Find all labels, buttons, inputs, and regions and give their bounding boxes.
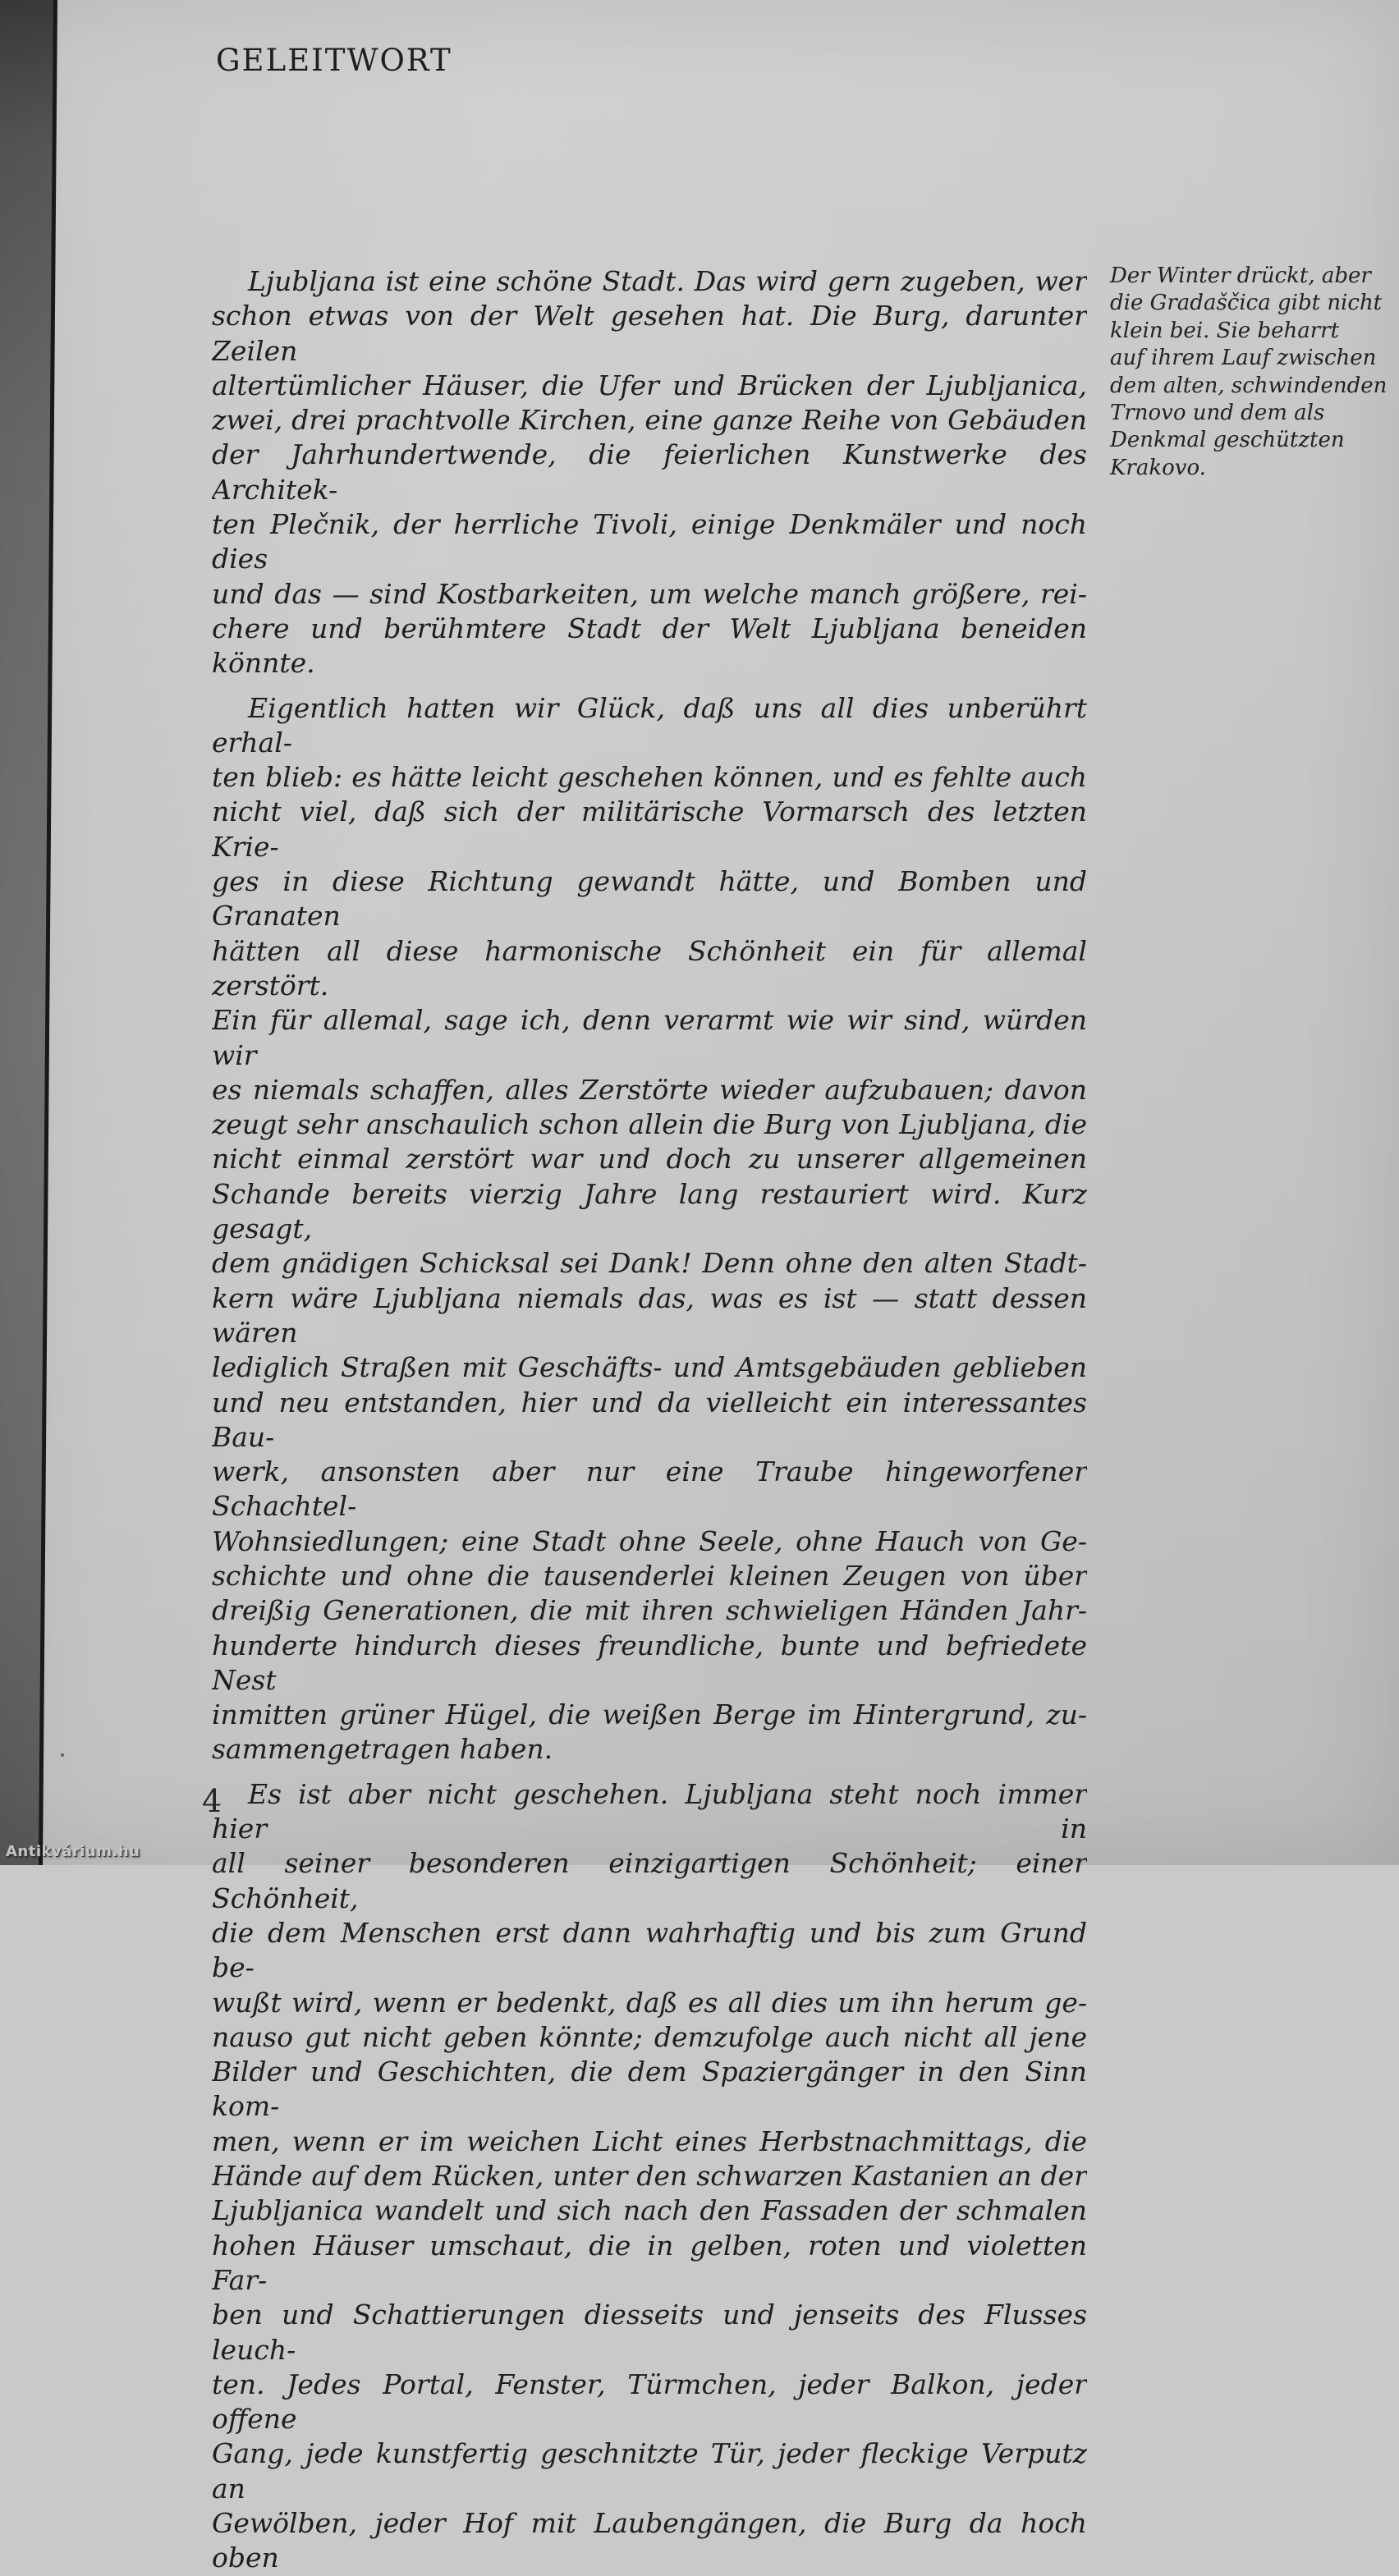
text-line: sammengetragen haben. (212, 1733, 553, 1766)
body-text (212, 264, 1087, 2576)
text-line: men, wenn er im weichen Licht eines Herbstnachmittags, die (212, 2125, 1087, 2157)
text-line: der Jahrhundertwende, die feierlichen Kunstwerke des Architek- (212, 438, 1087, 506)
text-line: hohen Häuser umschaut, die in gelben, roten und violetten Far- (212, 2229, 1087, 2296)
text-line: ten blieb: es hätte leicht geschehen können, und es fehlte auch (212, 761, 1087, 794)
text-line: nicht einmal zerstört war und doch zu unserer allgemeinen (212, 1143, 1087, 1176)
text-line: wußt wird, wenn er bedenkt, daß es all dies um ihn herum ge- (212, 1986, 1087, 2019)
text-line: Wohnsiedlungen; eine Stadt ohne Seele, ohne Hauch von Ge- (212, 1524, 1087, 1557)
margin-note-line: Der Winter drückt, aber (1110, 264, 1371, 288)
text-line: Ein für allemal, sage ich, denn verarmt wie wir sind, würden wir (212, 1004, 1087, 1071)
margin-note-line: Krakovo. (1110, 455, 1206, 480)
text-line: und das — sind Kostbarkeiten, um welche manch größere, rei- (212, 577, 1087, 610)
margin-note-line: klein bei. Sie beharrt (1110, 318, 1340, 343)
text-line: hunderte hindurch dieses freundliche, bunte und befriedete Nest (212, 1629, 1087, 1696)
margin-note-line: Denkmal geschützten (1110, 428, 1345, 453)
text-line: schichte und ohne die tausenderlei kleinen Zeugen von über (212, 1559, 1087, 1592)
text-line: nauso gut nicht geben könnte; demzufolge auch nicht all jene (212, 2020, 1087, 2053)
text-line: werk, ansonsten aber nur eine Traube hingeworfener Schachtel- (212, 1455, 1087, 1523)
text-line: dreißig Generationen, die mit ihren schwieligen Händen Jahr- (212, 1594, 1087, 1627)
text-line: nicht viel, daß sich der militärische Vormarsch des letzten Krie- (212, 795, 1087, 863)
page-number: 4 (202, 1783, 222, 1819)
text-line: Gang, jede kunstfertig geschnitzte Tür, jeder fleckige Verputz an (212, 2437, 1087, 2505)
margin-note-line: die Gradaščica gibt nicht (1110, 291, 1383, 316)
text-line: die dem Menschen erst dann wahrhaftig und bis zum Grund be- (212, 1916, 1087, 1984)
text-line: inmitten grüner Hügel, die weißen Berge im Hintergrund, zu- (212, 1698, 1087, 1731)
text-line: Eigentlich hatten wir Glück, daß uns all dies unberührt erhal- (212, 691, 1087, 759)
text-line: kern wäre Ljubljana niemals das, was es ist — statt dessen wären (212, 1281, 1087, 1349)
text-line: dem gnädigen Schicksal sei Dank! Denn ohne den alten Stadt- (212, 1247, 1087, 1280)
text-line: ten Plečnik, der herrliche Tivoli, einige Denkmäler und noch dies (212, 508, 1087, 575)
text-line: zeugt sehr anschaulich schon allein die Burg von Ljubljana, die (212, 1108, 1087, 1141)
watermark-text: Antikvárium.hu (6, 1843, 140, 1860)
paragraph-3 (212, 1777, 1087, 2576)
paragraph-2 (212, 691, 1087, 1767)
margin-note-line: auf ihrem Lauf zwischen (1110, 346, 1377, 371)
text-line: ben und Schattierungen diesseits und jenseits des Flusses leuch- (212, 2299, 1087, 2366)
paragraph-1 (212, 264, 1087, 681)
text-line: lediglich Straßen mit Geschäfts- und Amtsgebäuden geblieben (212, 1351, 1087, 1384)
text-line: schon etwas von der Welt gesehen hat. Die Burg, darunter Zeilen (212, 300, 1087, 367)
text-line: Ljubljanica wandelt und sich nach den Fassaden der schmalen (212, 2194, 1087, 2227)
page-title: GELEITWORT (216, 43, 452, 78)
text-line: ges in diese Richtung gewandt hätte, und Bomben und Granaten (212, 865, 1087, 933)
margin-note (1110, 263, 1389, 482)
text-line: Bilder und Geschichten, die dem Spaziergänger in den Sinn kom- (212, 2056, 1087, 2123)
text-line: hätten all diese harmonische Schönheit ein für allemal zerstört. (212, 934, 1087, 1002)
text-line: es niemals schaffen, alles Zerstörte wieder aufzubauen; davon (212, 1073, 1087, 1106)
text-line: chere und berühmtere Stadt der Welt Ljubljana beneiden könnte. (212, 612, 1087, 680)
text-line: Es ist aber nicht geschehen. Ljubljana steht noch immer hier in (212, 1777, 1087, 1845)
text-line: ten. Jedes Portal, Fenster, Türmchen, jeder Balkon, jeder offene (212, 2367, 1087, 2436)
spine-shadow-strip (0, 0, 59, 1865)
scan-speck (61, 1753, 64, 1757)
text-line: Ljubljana ist eine schöne Stadt. Das wird gern zugeben, wer (248, 265, 1087, 297)
text-line: Gewölben, jeder Hof mit Laubengängen, die Burg da hoch oben (212, 2507, 1087, 2574)
text-line: zwei, drei prachtvolle Kirchen, eine ganze Reihe von Gebäuden (212, 404, 1087, 437)
text-line: Hände auf dem Rücken, unter den schwarzen Kastanien an der (212, 2160, 1087, 2193)
text-line: all seiner besonderen einzigartigen Schönheit; einer Schönheit, (212, 1847, 1087, 1914)
text-line: und neu entstanden, hier und da vielleicht ein interessantes Bau- (212, 1386, 1087, 1453)
margin-note-line: Trnovo und dem als (1110, 401, 1325, 426)
margin-note-line: dem alten, schwindenden (1110, 373, 1388, 398)
text-line: Schande bereits vierzig Jahre lang restauriert wird. Kurz gesagt, (212, 1177, 1087, 1245)
text-line: altertümlicher Häuser, die Ufer und Brücken der Ljubljanica, (212, 369, 1087, 401)
